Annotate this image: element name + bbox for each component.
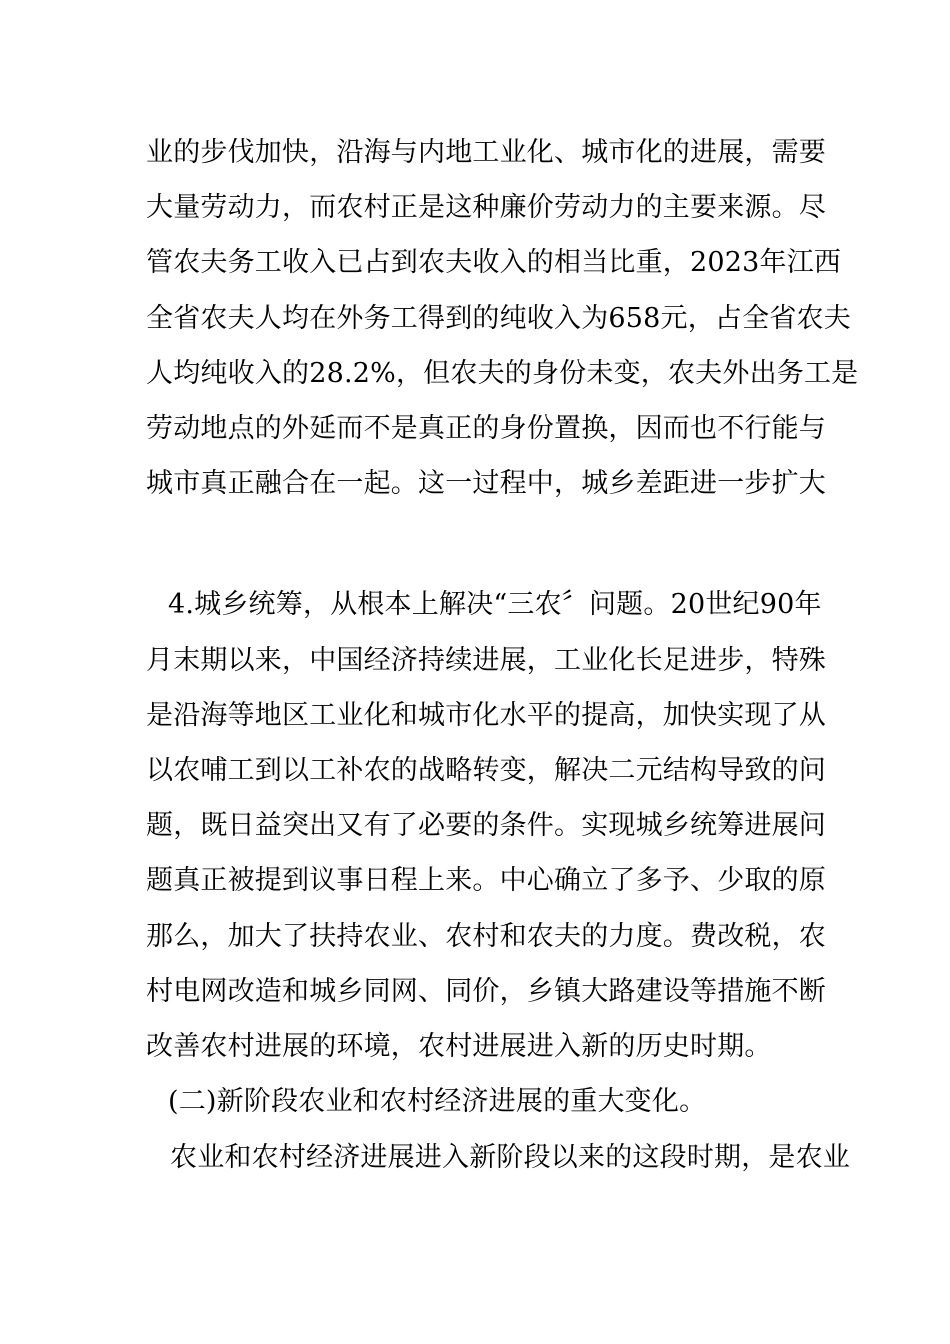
- paragraph-2-line-8: 村电网改造和城乡同网、同价，乡镇大路建设等措施不断: [146, 976, 826, 1007]
- paragraph-2-line-7: 那么，加大了扶持农业、农村和农夫的力度。费改税，农: [146, 921, 826, 952]
- paragraph-2-line-2: 月末期以来，中国经济持续进展，工业化长足进步，特殊: [146, 645, 826, 676]
- paragraph-2-line-5: 题，既日益突出又有了必要的条件。实现城乡统筹进展问: [146, 810, 826, 841]
- paragraph-1-line-5: 人均纯收入的28.2%，但农夫的身份未变，农夫外出务工是: [146, 358, 859, 389]
- paragraph-2-line-6: 题真正被提到议事日程上来。中心确立了多予、少取的原: [146, 865, 826, 896]
- paragraph-1-line-2: 大量劳动力，而农村正是这种廉价劳动力的主要来源。尽: [146, 192, 826, 223]
- paragraph-3-line-1: 农业和农村经济进展进入新阶段以来的这段时期，是农业: [170, 1142, 850, 1173]
- paragraph-1-line-4: 全省农夫人均在外务工得到的纯收入为658元，占全省农夫: [146, 303, 851, 334]
- paragraph-2-line-3: 是沿海等地区工业化和城市化水平的提高，加快实现了从: [146, 700, 826, 731]
- paragraph-1-line-1: 业的步伐加快，沿海与内地工业化、城市化的进展，需要: [146, 137, 826, 168]
- section-heading: (二)新阶段农业和农村经济进展的重大变化。: [168, 1086, 707, 1117]
- paragraph-1-line-3: 管农夫务工收入已占到农夫收入的相当比重，2023年江西: [146, 247, 842, 278]
- paragraph-2-line-1: 4.城乡统筹，从根本上解决“三农〞问题。20世纪90年: [168, 589, 822, 620]
- paragraph-2-line-9: 改善农村进展的环境，农村进展进入新的历史时期。: [146, 1031, 772, 1062]
- paragraph-1-line-7: 城市真正融合在一起。这一过程中，城乡差距进一步扩大: [146, 468, 826, 499]
- paragraph-2-line-4: 以农哺工到以工补农的战略转变，解决二元结构导致的问: [146, 755, 826, 786]
- paragraph-1-line-6: 劳动地点的外延而不是真正的身份置换，因而也不行能与: [146, 413, 826, 444]
